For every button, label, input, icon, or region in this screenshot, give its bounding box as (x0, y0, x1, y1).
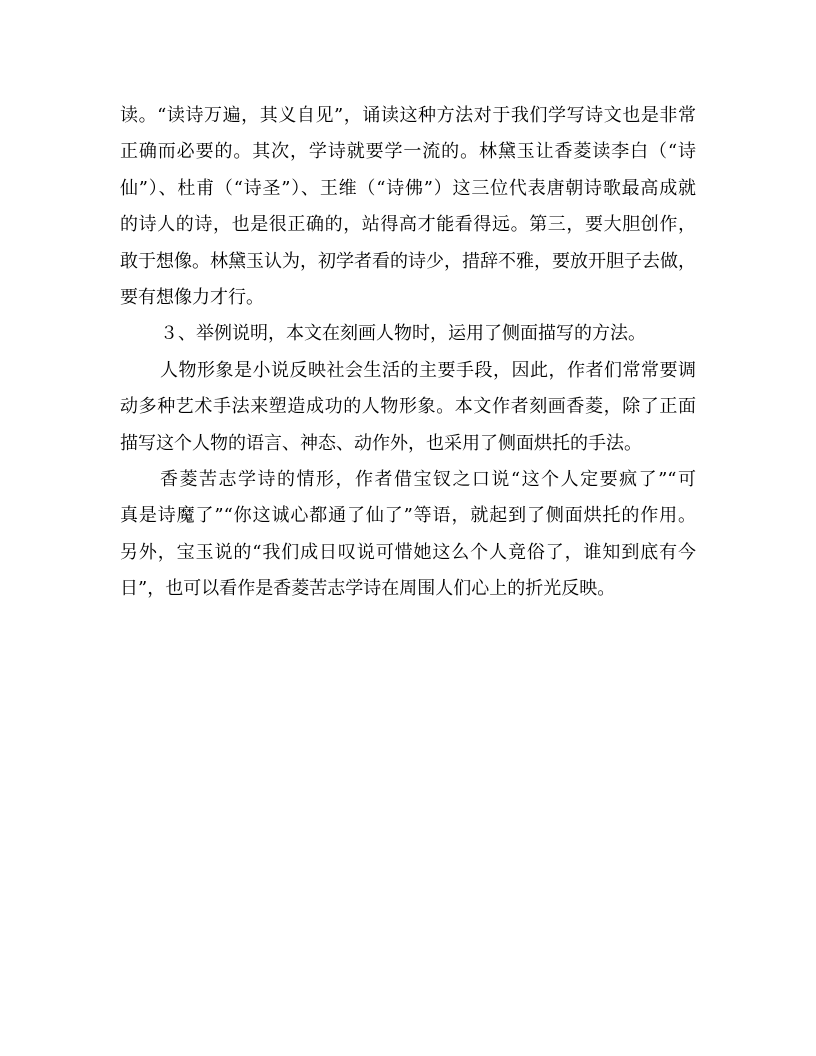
paragraph-3 (120, 353, 696, 462)
numbered-heading: ３、举例说明，本文在刻画人物时，运用了侧面描写的方法。 (160, 323, 646, 345)
text-line: 要有想像力才行。 (120, 286, 264, 308)
paragraph-4 (120, 462, 696, 608)
paragraph-1 (120, 98, 696, 316)
text-line: 另外，宝玉说的“我们成日叹说可惜她这么个人竟俗了，谁知到底有今 (120, 541, 696, 563)
text-line: 动多种艺术手法来塑造成功的人物形象。本文作者刻画香菱，除了正面 (120, 396, 696, 418)
text-line: 敢于想像。林黛玉认为，初学者看的诗少，措辞不雅，要放开胆子去做， (120, 250, 696, 272)
paragraph-2-heading (120, 316, 696, 352)
text-line: 真是诗魔了”“你这诚心都通了仙了”等语，就起到了侧面烘托的作用。 (120, 505, 696, 527)
text-line: 正确而必要的。其次，学诗就要学一流的。林黛玉让香菱读李白（“诗 (120, 141, 696, 163)
text-line: 日”，也可以看作是香菱苦志学诗在周围人们心上的折光反映。 (120, 578, 616, 600)
text-line: 的诗人的诗，也是很正确的，站得高才能看得远。第三，要大胆创作， (120, 214, 696, 236)
text-line: 描写这个人物的语言、神态、动作外，也采用了侧面烘托的手法。 (120, 432, 642, 454)
text-line: 读。“读诗万遍，其义自见”，诵读这种方法对于我们学写诗文也是非常 (120, 105, 696, 126)
text-line: 仙”）、杜甫（“诗圣”）、王维（“诗佛”）这三位代表唐朝诗歌最高成就 (120, 177, 696, 199)
document-page (120, 98, 696, 607)
text-line: 香菱苦志学诗的情形，作者借宝钗之口说“这个人定要疯了”“可 (160, 468, 696, 490)
text-line: 人物形象是小说反映社会生活的主要手段，因此，作者们常常要调 (160, 359, 696, 381)
